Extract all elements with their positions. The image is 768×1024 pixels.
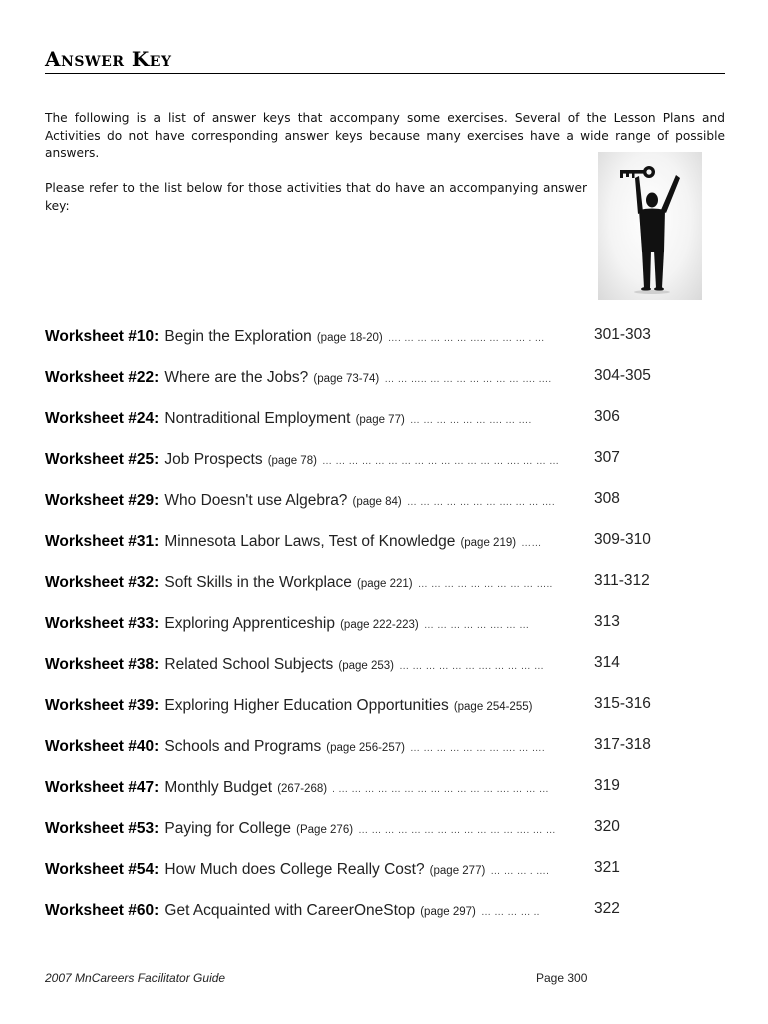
worksheet-label: Worksheet #60: [45,902,160,919]
worksheet-title: Exploring Apprenticeship [164,615,335,632]
list-item [45,777,725,799]
leader-dots: …… [521,538,542,549]
answer-page-range: 309-310 [594,531,651,548]
worksheet-label: Worksheet #10: [45,328,160,345]
worksheet-label: Worksheet #47: [45,779,160,796]
answer-page-range: 320 [594,818,620,835]
worksheet-page-ref: (page 254-255) [453,701,533,713]
worksheet-label: Worksheet #38: [45,656,160,673]
worksheet-label: Worksheet #32: [45,574,160,591]
leader-dots: …. … … … … … ….. … … … . … [387,333,545,344]
page-title: Answer Key [45,47,172,71]
worksheet-page-ref: (page 253) [338,660,394,672]
worksheet-page-ref: (page 219) [460,537,517,549]
worksheet-title: Minnesota Labor Laws, Test of Knowledge [164,533,456,550]
leader-dots: … … … … … … … …. … …. [410,743,545,754]
answer-page-range: 301-303 [594,326,651,343]
leader-dots: . … … … … … … … … … … … … …. … … … [332,784,549,795]
answer-page-range: 315-316 [594,695,651,712]
worksheet-title: Where are the Jobs? [164,369,309,386]
list-item [45,654,725,676]
worksheet-page-ref: (page 73-74) [313,373,380,385]
worksheet-page-ref: (page 221) [357,578,413,590]
worksheet-page-ref: (page 222-223) [340,619,419,631]
worksheet-page-ref: (page 277) [429,865,486,877]
answer-page-range: 304-305 [594,367,651,384]
worksheet-label: Worksheet #24: [45,410,160,427]
worksheet-page-ref: (page 297) [420,906,476,918]
worksheet-label: Worksheet #25: [45,451,160,468]
figure-silhouette-icon [598,152,702,300]
worksheet-page-ref: (page 18-20) [316,332,383,344]
list-item [45,490,725,512]
worksheet-page-ref: (267-268) [277,783,328,795]
leader-dots: … … ….. … … … … … … … …. …. [384,374,552,385]
worksheet-title: How Much does College Really Cost? [164,861,425,878]
leader-dots: … … … … … … … … … … … … … … …. … … … [322,456,560,467]
list-item [45,572,725,594]
worksheet-title: Schools and Programs [164,738,322,755]
list-item [45,367,725,389]
key-holding-figure-image [598,152,702,300]
list-item [45,613,725,635]
list-item [45,408,725,430]
list-item [45,531,725,553]
worksheet-label: Worksheet #40: [45,738,160,755]
leader-dots: … … … … … … …. … … … … [399,661,545,672]
answer-page-range: 314 [594,654,620,671]
worksheet-label: Worksheet #31: [45,533,160,550]
title-underline [45,73,725,74]
worksheet-page-ref: (Page 276) [296,824,354,836]
worksheet-title: Monthly Budget [164,779,273,796]
worksheet-page-ref: (page 84) [352,496,402,508]
worksheet-title: Begin the Exploration [164,328,312,345]
worksheet-label: Worksheet #22: [45,369,160,386]
leader-dots: … … … … … … … …. … … …. [406,497,555,508]
list-item [45,736,725,758]
list-item [45,859,725,881]
answer-page-range: 306 [594,408,620,425]
worksheet-title: Get Acquainted with CareerOneStop [164,902,416,919]
list-item [45,695,725,717]
worksheet-page-ref: (page 77) [355,414,405,426]
list-item [45,449,725,471]
worksheet-title: Nontraditional Employment [164,410,351,427]
list-item [45,818,725,840]
footer-guide-name: 2007 MnCareers Facilitator Guide [45,971,226,985]
worksheet-title: Exploring Higher Education Opportunities [164,697,449,714]
list-item [45,900,725,922]
worksheet-label: Worksheet #53: [45,820,160,837]
leader-dots: … … … … .. [480,907,540,918]
answer-page-range: 319 [594,777,620,794]
leader-dots: … … … . …. [490,866,550,877]
worksheet-label: Worksheet #33: [45,615,160,632]
worksheet-title: Paying for College [164,820,292,837]
leader-dots: … … … … … …. … … [423,620,530,631]
leader-dots: … … … … … … … … … ….. [417,579,553,590]
answer-page-range: 317-318 [594,736,651,753]
worksheet-label: Worksheet #54: [45,861,160,878]
worksheet-page-ref: (page 78) [267,455,317,467]
answer-page-range: 308 [594,490,620,507]
worksheet-title: Soft Skills in the Workplace [164,574,352,591]
worksheet-title: Job Prospects [164,451,263,468]
worksheet-page-ref: (page 256-257) [326,742,405,754]
answer-page-range: 307 [594,449,620,466]
refer-paragraph: Please refer to the list below for those activities that do have an accompanying answer key: [45,181,587,213]
worksheet-label: Worksheet #29: [45,492,160,509]
list-item [45,326,725,348]
leader-dots: … … … … … … … … … … … … …. … … [358,825,556,836]
worksheet-label: Worksheet #39: [45,697,160,714]
worksheet-title: Who Doesn't use Algebra? [164,492,348,509]
leader-dots: … … … … … … …. … …. [409,415,532,426]
intro-paragraph: The following is a list of answer keys that accompany some exercises. Several of the Lesson Plans and Activities do not have corresponding answer keys because many exercises have a wide range of possible answers. [45,111,725,160]
footer-page-number: Page 300 [536,971,588,985]
worksheet-title: Related School Subjects [164,656,334,673]
answer-page-range: 313 [594,613,620,630]
answer-page-range: 321 [594,859,620,876]
answer-page-range: 322 [594,900,620,917]
answer-page-range: 311-312 [594,572,650,589]
